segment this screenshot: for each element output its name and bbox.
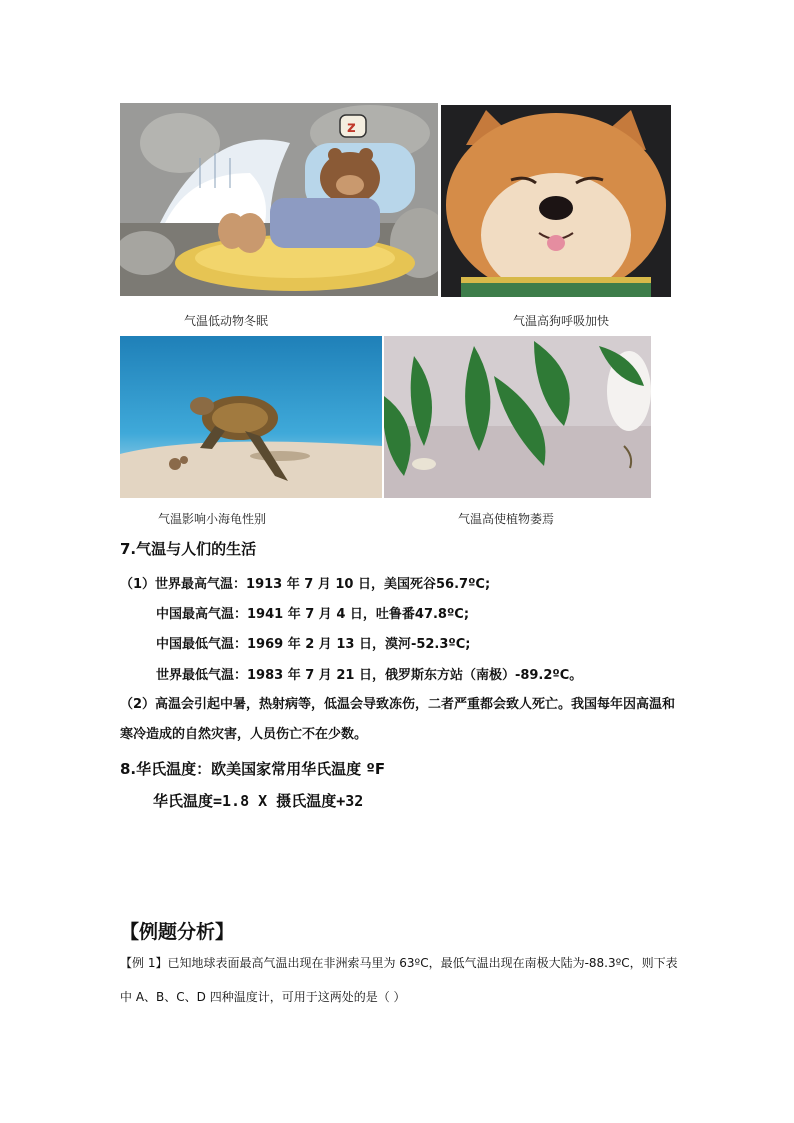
hibernating-bear-icon bbox=[120, 103, 438, 296]
plant-caption: 气温高使植物萎焉 bbox=[458, 512, 555, 526]
sea-turtle-icon bbox=[120, 336, 382, 498]
turtle-caption: 气温影响小海龟性别 bbox=[158, 512, 267, 526]
record-item-1: （1）世界最高气温：1913 年 7 月 10 日，美国死谷56.7ºC; bbox=[120, 577, 491, 592]
bear-caption: 气温低动物冬眠 bbox=[184, 314, 269, 328]
section-8-heading: 8.华氏温度：欧美国家常用华氏温度 ºF bbox=[120, 760, 386, 778]
panting-dog-image bbox=[441, 105, 671, 297]
record-item-4: 世界最低气温：1983 年 7 月 21 日，俄罗斯东方站（南极）-89.2ºC。 bbox=[156, 668, 583, 683]
section-7-heading: 7.气温与人们的生活 bbox=[120, 540, 257, 558]
svg-text:z: z bbox=[347, 118, 356, 136]
record-item-3: 中国最低气温：1969 年 2 月 13 日，漠河-52.3ºC; bbox=[156, 637, 471, 652]
bear-hibernation-image bbox=[120, 103, 438, 296]
fahrenheit-formula: 华氏温度=1.8 X 摄氏温度+32 bbox=[153, 792, 364, 810]
sea-turtle-image bbox=[120, 336, 382, 498]
section-7-paragraph-2: （2）高温会引起中暑，热射病等，低温会导致冻伤，二者严重都会致人死亡。我国每年因高温和寒冷造成的自然灾害，人员伤亡不在少数。 bbox=[120, 697, 676, 742]
record-item-2: 中国最高气温：1941 年 7 月 4 日，吐鲁番47.8ºC; bbox=[156, 607, 470, 622]
wilted-plant-image bbox=[384, 336, 651, 498]
example-section-title: 【例题分析】 bbox=[120, 921, 235, 943]
example-1-text: 【例 1】已知地球表面最高气温出现在非洲索马里为 63ºC，最低气温出现在南极大陆为-88.3ºC，则下表中 A、B、C、D 四种温度计，可用于这两处的是（ ） bbox=[120, 956, 678, 1004]
wilted-plant-icon bbox=[384, 336, 651, 498]
panting-dog-icon bbox=[441, 105, 671, 297]
dog-caption: 气温高狗呼吸加快 bbox=[513, 314, 610, 328]
